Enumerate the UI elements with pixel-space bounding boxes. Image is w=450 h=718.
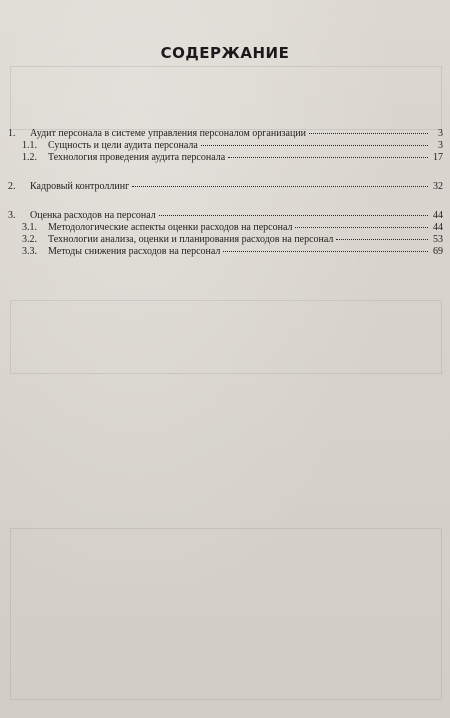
dot-leader — [223, 251, 428, 252]
bleed-through-table-bottom — [10, 528, 442, 700]
dot-leader — [228, 157, 428, 158]
dot-leader — [295, 227, 428, 228]
toc-page-number: 32 — [433, 181, 443, 192]
toc-subsection-1-1[interactable] — [8, 140, 443, 152]
toc-chapter-title: Оценка расходов на персонал — [30, 210, 156, 221]
toc-subsection-title: Технология проведения аудита персонала — [48, 152, 226, 163]
toc-subsection-number: 3.1. — [22, 222, 37, 233]
toc-chapter-number: 1. — [8, 128, 16, 139]
dot-leader — [132, 186, 428, 187]
toc-page-number: 17 — [433, 152, 443, 163]
toc-subsection-3-2[interactable] — [8, 234, 443, 246]
toc-chapter-number: 3. — [8, 210, 16, 221]
dot-leader — [159, 215, 428, 216]
toc-chapter-1[interactable] — [8, 128, 443, 140]
toc-subsection-3-3[interactable] — [8, 246, 443, 258]
bleed-through-table-middle — [10, 300, 442, 374]
page-title: СОДЕРЖАНИЕ — [160, 44, 290, 62]
toc-page-number: 69 — [433, 246, 443, 257]
toc-subsection-title: Сущность и цели аудита персонала — [48, 140, 198, 151]
toc-subsection-3-1[interactable] — [8, 222, 443, 234]
toc-chapter-3[interactable] — [8, 210, 443, 222]
dot-leader — [309, 133, 428, 134]
bleed-through-table-top — [10, 66, 442, 130]
toc-page-number: 44 — [433, 210, 443, 221]
toc-chapter-number: 2. — [8, 181, 16, 192]
toc-page-number: 53 — [433, 234, 443, 245]
toc-page-number: 3 — [438, 128, 443, 139]
dot-leader — [336, 239, 428, 240]
toc-subsection-number: 3.3. — [22, 246, 37, 257]
table-of-contents — [8, 128, 443, 258]
toc-chapter-2[interactable] — [8, 181, 443, 193]
toc-page-number: 44 — [433, 222, 443, 233]
toc-subsection-number: 1.1. — [22, 140, 37, 151]
toc-subsection-title: Методы снижения расходов на персонал — [48, 246, 221, 257]
dot-leader — [201, 145, 428, 146]
toc-subsection-1-2[interactable] — [8, 152, 443, 164]
toc-subsection-number: 1.2. — [22, 152, 37, 163]
toc-subsection-number: 3.2. — [22, 234, 37, 245]
toc-chapter-title: Кадровый контроллинг — [30, 181, 130, 192]
toc-subsection-title: Методологические аспекты оценки расходов на персонал — [48, 222, 293, 233]
toc-subsection-title: Технологии анализа, оценки и планирования расходов на персонал — [48, 234, 334, 245]
toc-page-number: 3 — [438, 140, 443, 151]
toc-chapter-title: Аудит персонала в системе управления персоналом организации — [30, 128, 306, 139]
